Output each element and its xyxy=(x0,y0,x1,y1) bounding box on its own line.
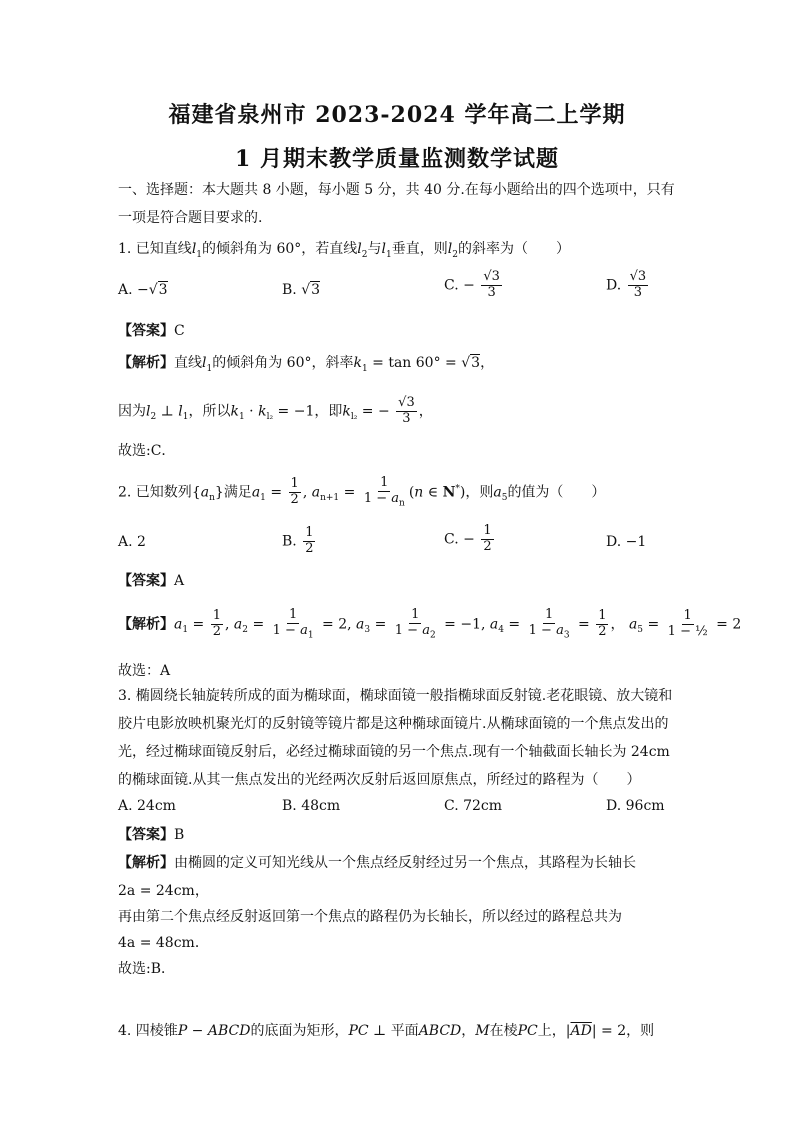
section-heading: 一、选择题：本大题共 8 小题，每小题 5 分，共 40 分.在每小题给出的四个选项中，只有一项是符合题目要求的. xyxy=(118,182,675,226)
q1-explanation-line1: 【解析】直线$l_1$的倾斜角为 60°，斜率$k_1 = \tan 60^\circ = √3$， xyxy=(118,355,495,374)
q2-answer: 【答案】A xyxy=(118,573,185,589)
q2-option-d: D. −1 xyxy=(606,534,647,550)
q3-option-d: D. 96cm xyxy=(606,798,665,814)
q2-explanation: 【解析】$a_1$ = $\frac{1}{2}$ , $a_2$ = $\frac{1}{1 - a_1}$ = 2, $a_3$ = $\frac{1}{1 - a_2}$ = −1, $a_4$ = $\frac{1}{1 - a_3}$ = $\frac{1}{2}$ ， $a_5$ = $\frac{1}{\text{1 − ½}}$ = 2 xyxy=(118,607,742,641)
q2-option-b: B. $\frac{1}{2}$ xyxy=(282,525,314,556)
q3-explanation-line2: 2a = 24cm， xyxy=(118,883,209,899)
q2-option-c: C. − $\frac{1}{2}$ xyxy=(444,523,492,554)
q1-answer: 【答案】C xyxy=(118,323,185,339)
q3-answer: 【答案】B xyxy=(118,827,185,843)
q3-option-a: A. 24cm xyxy=(118,798,176,814)
q1-option-a: A. −√3 xyxy=(118,282,168,298)
q2-option-a: A. 2 xyxy=(118,534,146,550)
q1-option-d: D. $\frac{√3}{3}$ xyxy=(606,269,647,300)
q3-stem: 3. 椭圆绕长轴旋转所成的面为椭球面，椭球面镜一般指椭球面反射镜.老花眼镜、放大镜和胶片电影放映机聚光灯的反射镜等镜片都是这种椭球面镜片.从椭球面镜的一个焦点发出的光，经过椭球面镜反射后，必经过椭球面镜的另一个焦点.现有一个轴截面长轴长为 24cm 的椭球面镜.从其一焦点发出的光经两次反射后返回原焦点，所经过的路程为（ ） xyxy=(118,688,673,788)
document-title-line1: 福建省泉州市 2023-2024 学年高二上学期 xyxy=(168,102,626,128)
q1-option-b: B. √3 xyxy=(282,282,321,298)
q3-conclusion: 故选:B． xyxy=(118,961,176,977)
q3-option-b: B. 48cm xyxy=(282,798,341,814)
q1-stem: 1. 已知直线$l_1$的倾斜角为 60°，若直线$l_2$与$l_1$垂直，则$l_2$的斜率为（ ） xyxy=(118,241,570,260)
q2-stem: 2. 已知数列$\{a_n\}$满足$a_1$ = $\frac{1}{2}$ , $a_{n+1}$ = $\frac{1}{1 - a_n}$ (n ∈ N*)，则$a_5$的值为（ ） xyxy=(118,475,606,509)
q1-option-c: C. − $\frac{√3}{3}$ xyxy=(444,269,500,300)
document-title-line2: 1 月期末教学质量监测数学试题 xyxy=(235,146,559,172)
q1-explanation-line2: 因为$l_2$ ⊥ $l_1$，所以$k_1 \cdot k_{l_2} = -1$，即$k_{l_2}$ = − $\frac{√3}{3}$ ， xyxy=(118,395,433,426)
q2-conclusion: 故选：A xyxy=(118,663,171,679)
q3-explanation-line3: 再由第二个焦点经反射返回第一个焦点的路程仍为长轴长，所以经过的路程总共为 xyxy=(118,909,622,925)
q3-option-c: C. 72cm xyxy=(444,798,503,814)
q3-explanation-line4: 4a = 48cm． xyxy=(118,935,209,951)
q4-stem: 4. 四棱锥P − ABCD的底面为矩形，PC ⊥ 平面ABCD，M在棱PC上，$|\overline{AD}| = 2$，则 xyxy=(118,1023,655,1039)
q3-explanation-line1: 【解析】由椭圆的定义可知光线从一个焦点经反射经过另一个焦点，其路程为长轴长 xyxy=(118,855,636,871)
q1-conclusion: 故选:C． xyxy=(118,443,176,459)
